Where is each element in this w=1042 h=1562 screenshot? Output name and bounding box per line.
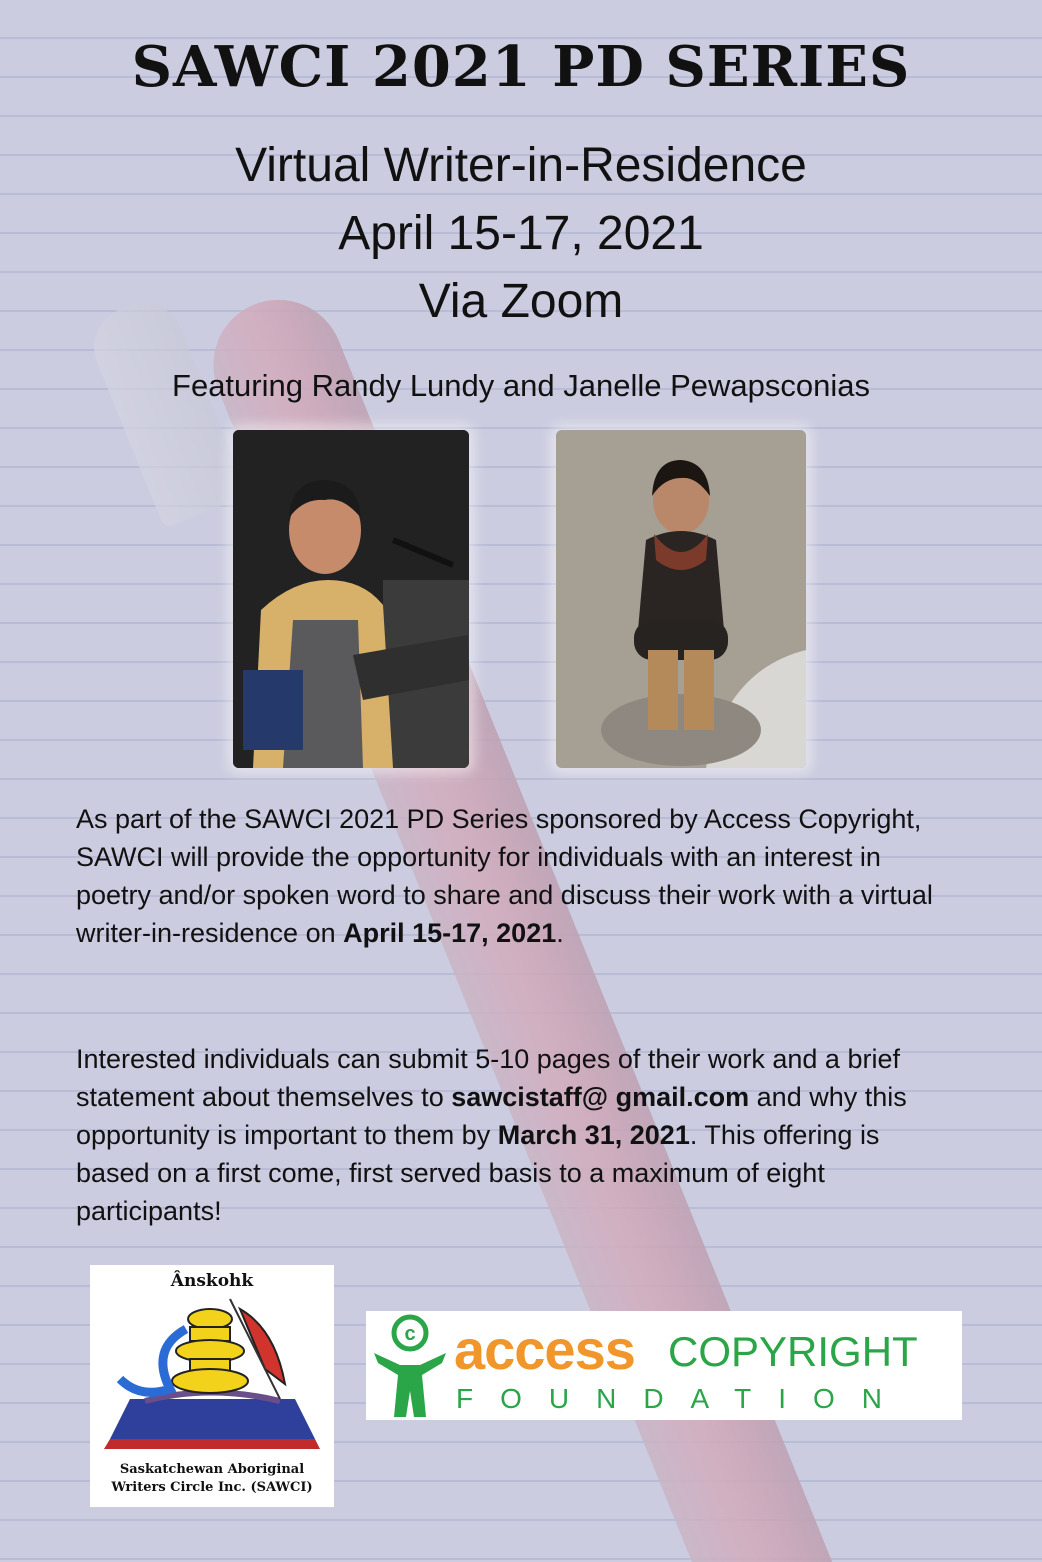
- sawci-name-line-1: Saskatchewan Aboriginal: [119, 1462, 305, 1477]
- featuring-line: Featuring Randy Lundy and Janelle Pewapsconias: [172, 368, 870, 403]
- description-date: April 15-17, 2021: [343, 918, 557, 948]
- svg-text:c: c: [404, 1323, 416, 1345]
- submission-text-1: Interested individuals can submit 5-10 pages of their work and a brief statement about themselves to: [76, 1044, 900, 1112]
- description-text: As part of the SAWCI 2021 PD Series sponsored by Access Copyright, SAWCI will provide the opportunity for individuals with an interest in poetry and/or spoken word to share and discuss their work with a virtual writer-in-residence on: [76, 804, 933, 948]
- sawci-logo-top-text: Ânskohk: [170, 1271, 254, 1291]
- sawci-name-line-2: Writers Circle Inc. (SAWCI): [111, 1480, 313, 1495]
- sawci-logo: [90, 1265, 334, 1507]
- access-copyright-foundation-logo: [366, 1311, 962, 1420]
- submission-text-2: and why this opportunity is important to them by: [76, 1082, 907, 1150]
- submission-deadline: March 31, 2021: [497, 1120, 690, 1150]
- photo-janelle-pewapsconias: [556, 430, 806, 768]
- foundation-wordmark: FOUNDATION: [456, 1383, 910, 1414]
- subtitle-event: Virtual Writer-in-Residence: [235, 139, 807, 192]
- copyright-wordmark: COPYRIGHT: [668, 1328, 918, 1375]
- subtitle-dates: April 15-17, 2021: [338, 207, 704, 260]
- access-copyright-figure-icon: [368, 1313, 452, 1418]
- subtitle-venue: Via Zoom: [418, 275, 624, 328]
- photo-randy-lundy: [233, 430, 469, 768]
- sawci-emblem-icon: [90, 1289, 334, 1459]
- seated-figure-icon: [556, 430, 806, 768]
- access-wordmark: access: [454, 1318, 635, 1381]
- sawci-logo-bottom-text: [90, 1461, 334, 1497]
- description-paragraph: [76, 800, 956, 952]
- submission-text-3: . This offering is based on a first come, first served basis to a maximum of eight participants!: [76, 1120, 880, 1226]
- speaker-figure-icon: [233, 430, 469, 768]
- description-end: .: [556, 918, 564, 948]
- submission-paragraph: [76, 1040, 956, 1230]
- submission-email: sawcistaff@ gmail.com: [451, 1082, 750, 1112]
- poster-title: SAWCI 2021 PD SERIES: [131, 34, 911, 100]
